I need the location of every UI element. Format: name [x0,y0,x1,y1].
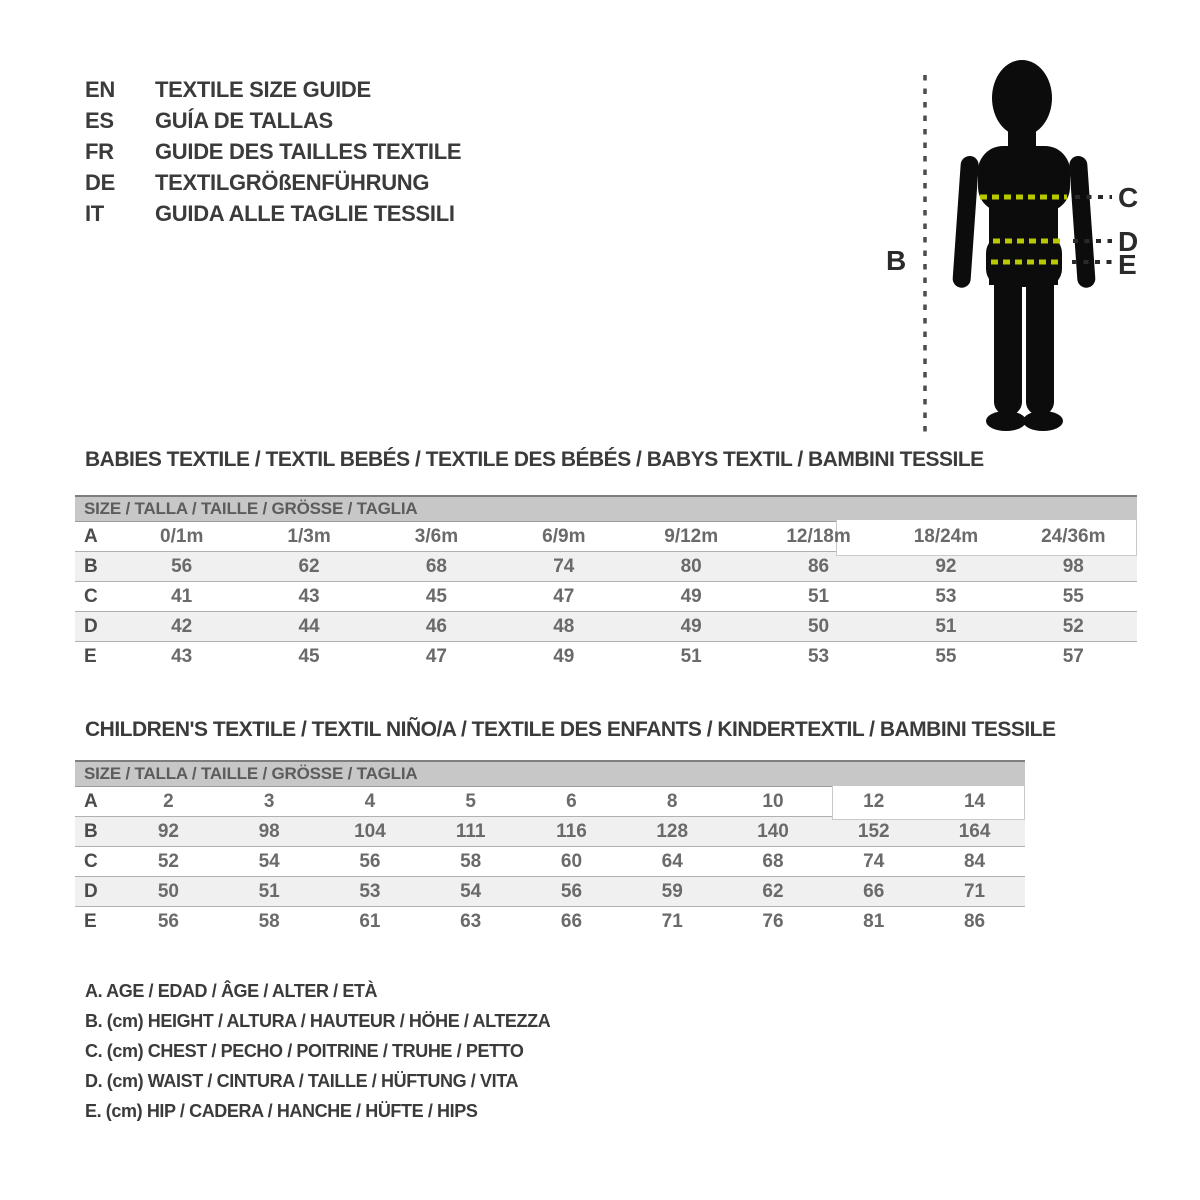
children-section-title: CHILDREN'S TEXTILE / TEXTIL NIÑO/A / TEXTILE DES ENFANTS / KINDERTEXTIL / BAMBINI TESSILE [85,718,1056,741]
size-cell: 47 [500,582,627,612]
size-cell: 8 [622,787,723,817]
size-cell: 84 [924,847,1025,877]
language-label: GUÍA DE TALLAS [155,107,333,133]
language-row-de [85,167,461,198]
language-code: ES [85,107,114,133]
row-label: D [75,877,118,907]
size-cell: 62 [245,552,372,582]
size-cell: 3 [219,787,320,817]
children-table-wrap [75,760,1025,936]
language-label: TEXTILE SIZE GUIDE [155,76,371,102]
size-cell: 86 [755,552,882,582]
size-cell: 2 [118,787,219,817]
row-label: C [75,847,118,877]
legend-height: B. (cm) HEIGHT / ALTURA / HAUTEUR / HÖHE / ALTEZZA [85,1011,551,1031]
size-cell: 52 [1010,612,1137,642]
size-cell: 47 [425,645,447,667]
size-cell: 49 [628,582,755,612]
size-cell: 6 [521,787,622,817]
size-cell: 53 [320,877,421,907]
size-cell: 92 [882,552,1009,582]
size-cell: 50 [118,877,219,907]
language-row-fr [85,136,461,167]
child-silhouette-diagram [860,50,1160,448]
size-row-E [75,642,1137,672]
size-cell: 98 [219,817,320,847]
size-cell: 66 [823,877,924,907]
size-cell: 1/3m [245,522,372,552]
size-cell: 14 [924,787,1025,817]
size-cell: 49 [553,645,575,667]
size-cell: 60 [521,847,622,877]
size-cell: 54 [219,847,320,877]
legend-waist: D. (cm) WAIST / CINTURA / TAILLE / HÜFTUNG / VITA [85,1071,519,1091]
size-cell: 3/6m [373,522,500,552]
row-label: E [84,910,97,932]
row-label: B [75,817,118,847]
size-cell: 49 [628,612,755,642]
children-size-highlight [832,785,1025,820]
babies-section-title: BABIES TEXTILE / TEXTIL BEBÉS / TEXTILE DES BÉBÉS / BABYS TEXTIL / BAMBINI TESSILE [85,448,984,471]
size-row-B [75,817,1025,847]
size-cell: 98 [1010,552,1137,582]
language-label: GUIDE DES TAILLES TEXTILE [155,138,462,164]
child-silhouette [952,60,1096,431]
children-size-table [75,787,1025,936]
size-cell: 86 [963,910,986,932]
size-cell: 92 [118,817,219,847]
size-row-C [75,582,1137,612]
size-cell: 51 [680,645,702,667]
size-cell: 116 [521,817,622,847]
language-list [85,74,461,229]
row-label: A [75,787,118,817]
size-cell: 56 [320,847,421,877]
size-cell: 64 [622,847,723,877]
chest-label: C [1118,182,1139,213]
size-row-B [75,552,1137,582]
measurement-legend [85,976,550,1126]
waist-label: D [1118,226,1139,257]
size-cell: 24/36m [1010,522,1137,552]
legend-chest: C. (cm) CHEST / PECHO / POITRINE / TRUHE / PETTO [85,1041,524,1061]
size-cell: 58 [420,847,521,877]
size-cell: 54 [420,877,521,907]
size-cell: 12/18m [755,522,882,552]
size-cell: 152 [823,817,924,847]
size-cell: 51 [219,877,320,907]
language-label: GUIDA ALLE TAGLIE TESSILI [155,200,455,226]
size-cell: 56 [157,910,179,932]
size-cell: 45 [373,582,500,612]
language-row-it [85,198,461,229]
size-cell: 10 [723,787,824,817]
size-cell: 111 [420,817,521,847]
size-cell: 18/24m [882,522,1009,552]
size-cell: 0/1m [118,522,245,552]
language-code: FR [85,138,114,164]
size-cell: 68 [723,847,824,877]
babies-table-wrap [75,495,1137,671]
babies-size-header: SIZE / TALLA / TAILLE / GRÖSSE / TAGLIA [75,495,1137,522]
size-cell: 128 [622,817,723,847]
size-cell: 45 [298,645,320,667]
size-cell: 12 [823,787,924,817]
language-row-en [85,74,461,105]
size-cell: 104 [320,817,421,847]
size-cell: 43 [171,645,193,667]
size-cell: 74 [823,847,924,877]
size-cell: 66 [560,910,583,932]
size-cell: 80 [628,552,755,582]
size-cell: 51 [755,582,882,612]
size-cell: 81 [863,910,885,932]
size-row-D [75,612,1137,642]
language-code: DE [85,169,115,195]
size-cell: 71 [924,877,1025,907]
size-cell: 46 [373,612,500,642]
row-label: E [84,645,97,667]
size-cell: 52 [118,847,219,877]
size-cell: 63 [460,910,482,932]
size-cell: 50 [755,612,882,642]
language-row-es [85,105,461,136]
size-cell: 164 [924,817,1025,847]
size-row-D [75,877,1025,907]
row-label: C [75,582,118,612]
size-cell: 76 [762,910,784,932]
legend-hip: E. (cm) HIP / CADERA / HANCHE / HÜFTE / HIPS [85,1101,478,1121]
size-cell: 6/9m [500,522,627,552]
size-cell: 140 [723,817,824,847]
size-cell: 58 [258,910,280,932]
size-row-E [75,907,1025,937]
measurement-figure [860,50,1160,448]
size-cell: 48 [500,612,627,642]
size-cell: 41 [118,582,245,612]
size-cell: 4 [320,787,421,817]
language-label: TEXTILGRÖßENFÜHRUNG [155,169,430,195]
size-cell: 68 [373,552,500,582]
size-cell: 57 [1062,645,1084,667]
size-cell: 55 [1010,582,1137,612]
size-cell: 9/12m [628,522,755,552]
size-row-C [75,847,1025,877]
size-cell: 62 [723,877,824,907]
children-size-header: SIZE / TALLA / TAILLE / GRÖSSE / TAGLIA [75,760,1025,787]
size-cell: 56 [521,877,622,907]
row-label: A [75,522,118,552]
size-cell: 5 [420,787,521,817]
size-cell: 59 [622,877,723,907]
size-cell: 51 [882,612,1009,642]
row-label: D [75,612,118,642]
language-code: IT [85,200,104,226]
size-cell: 55 [935,645,957,667]
size-cell: 56 [118,552,245,582]
babies-size-table [75,522,1137,671]
legend-age: A. AGE / EDAD / ÂGE / ALTER / ETÀ [85,981,378,1001]
size-cell: 43 [245,582,372,612]
size-cell: 53 [807,645,830,667]
size-cell: 74 [500,552,627,582]
hip-label: E [1118,249,1137,280]
size-cell: 71 [661,910,683,932]
size-cell: 53 [882,582,1009,612]
size-cell: 61 [359,910,381,932]
row-label: B [75,552,118,582]
size-cell: 44 [245,612,372,642]
language-code: EN [85,76,115,102]
height-label: B [886,245,907,276]
size-cell: 42 [118,612,245,642]
